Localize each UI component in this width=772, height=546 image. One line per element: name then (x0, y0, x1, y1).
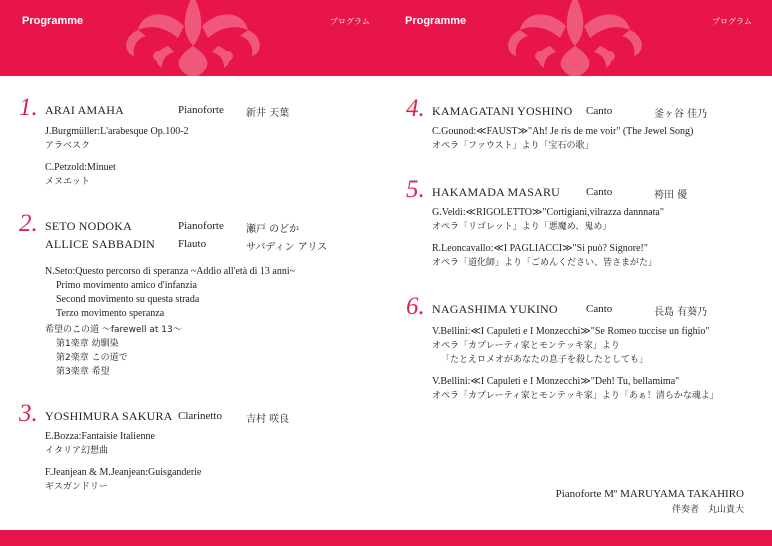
instrument: Pianoforte (178, 104, 224, 116)
work-title-jp: オペラ「ファウスト」より「宝石の歌」 (432, 141, 594, 151)
entry-number: 3. (19, 400, 38, 427)
instrument: Canto (586, 186, 613, 198)
movement: Second movimento su questa strada (56, 294, 200, 305)
instrument: Canto (586, 303, 613, 315)
work-title-jp: 希望のこの道 ～farewell at 13～ (45, 325, 182, 335)
work-title-jp: オペラ「リゴレット」より「悪魔め、鬼め」 (432, 222, 612, 232)
performer-name: ALLICE SABBADIN (45, 237, 155, 251)
work-title: V.Bellini:≪I Capuleti e I Monzecchi≫"Deh! Tu, bellamima" (432, 376, 680, 387)
performer-name-jp: 新井 天葉 (246, 108, 290, 119)
movement-jp: 第3楽章 希望 (56, 367, 110, 377)
entry-number: 6. (406, 293, 425, 320)
work-title: G.Veldi:≪RIGOLETTO≫"Cortigiani,vilrazza dannnata" (432, 207, 664, 218)
work-title: J.Burgmüller:L'arabesque Op.100-2 (45, 126, 189, 137)
performer-name-jp: 瀬戸 のどか (246, 224, 300, 235)
performer-name: KAMAGATANI YOSHINO (432, 104, 573, 118)
entry-number: 1. (19, 94, 38, 121)
performer-name-jp: 釜ヶ谷 佳乃 (654, 109, 708, 120)
left-programme-jp: プログラム (330, 17, 370, 26)
header-band (0, 0, 772, 76)
programme-entry-1 (19, 94, 375, 189)
programme-entry-3 (19, 400, 375, 494)
programme-entry-5 (406, 176, 762, 270)
programme-entry-6 (406, 293, 762, 403)
instrument: Canto (586, 105, 613, 117)
instrument: Pianoforte (178, 220, 224, 232)
performer-name: ARAI AMAHA (45, 103, 125, 117)
instrument: Clarinetto (178, 410, 222, 422)
work-title-jp: メヌエット (45, 177, 90, 187)
accompanist-credit (556, 488, 744, 515)
accompanist-name-jp: 伴奏者 丸山貴大 (671, 505, 744, 515)
work-title-jp: オペラ「カプレーティ家とモンテッキ家」より (432, 341, 620, 351)
movement-jp: 第2楽章 この道で (56, 353, 128, 363)
programme-entry-2 (19, 210, 375, 379)
work-title: F.Jeanjean & M.Jeanjean:Guisganderie (45, 467, 202, 478)
performer-name: HAKAMADA MASARU (432, 185, 561, 199)
performer-name-jp: 長島 有葵乃 (654, 307, 708, 318)
movement-jp: 第1楽章 幼馴染 (56, 339, 119, 349)
damask-ornament-icon (500, 0, 650, 76)
work-title-jp: ギスガンドリー (45, 482, 108, 492)
instrument: Flauto (178, 238, 207, 250)
entry-number: 5. (406, 176, 425, 203)
performer-name: NAGASHIMA YUKINO (432, 302, 558, 316)
work-title-jp: 「たとえロメオがあなたの息子を殺したとしても」 (441, 355, 649, 365)
footer-band (0, 530, 772, 546)
left-programme-title: Programme (22, 15, 84, 27)
work-title: C.Gounod:≪FAUST≫"Ah! Je ris de me voir" (The Jewel Song) (432, 126, 694, 137)
programme-entry-4 (406, 95, 762, 153)
work-title-jp: イタリア幻想曲 (45, 446, 109, 456)
performer-name: SETO NODOKA (45, 219, 132, 233)
entry-number: 2. (19, 210, 38, 237)
performer-name-jp: 袴田 優 (654, 190, 688, 201)
work-title: R.Leoncavallo:≪I PAGLIACCI≫"Si può? Signore!" (432, 243, 648, 254)
right-programme-title: Programme (405, 15, 467, 27)
work-title: C.Petzold:Minuet (45, 162, 116, 173)
performer-name: YOSHIMURA SAKURA (45, 409, 173, 423)
work-title: N.Seto:Questo percorso di speranza ~Addio all'età di 13 anni~ (45, 266, 296, 277)
work-title-jp: オペラ「道化師」より「ごめんください、皆さまがた」 (432, 258, 658, 268)
work-title: V.Bellini:≪I Capuleti e I Monzecchi≫"Se Romeo tuccise un fighio" (432, 326, 710, 337)
movement: Primo movimento amico d'infanzia (56, 280, 197, 291)
right-programme-jp: プログラム (712, 17, 752, 26)
performer-name-jp: サバディン アリス (246, 242, 328, 253)
movement: Terzo movimento speranza (56, 308, 165, 319)
work-title: E.Bozza:Fantaisie Italienne (45, 431, 155, 442)
work-title-jp: アラベスク (45, 141, 91, 151)
performer-name-jp: 吉村 咲良 (246, 414, 290, 425)
damask-ornament-icon (118, 0, 268, 76)
accompanist-name: Pianoforte Mº MARUYAMA TAKAHIRO (555, 488, 744, 500)
entry-number: 4. (406, 95, 425, 122)
work-title-jp: オペラ「カプレーティ家とモンテッキ家」より「あぁ！清らかな魂よ」 (432, 391, 719, 401)
